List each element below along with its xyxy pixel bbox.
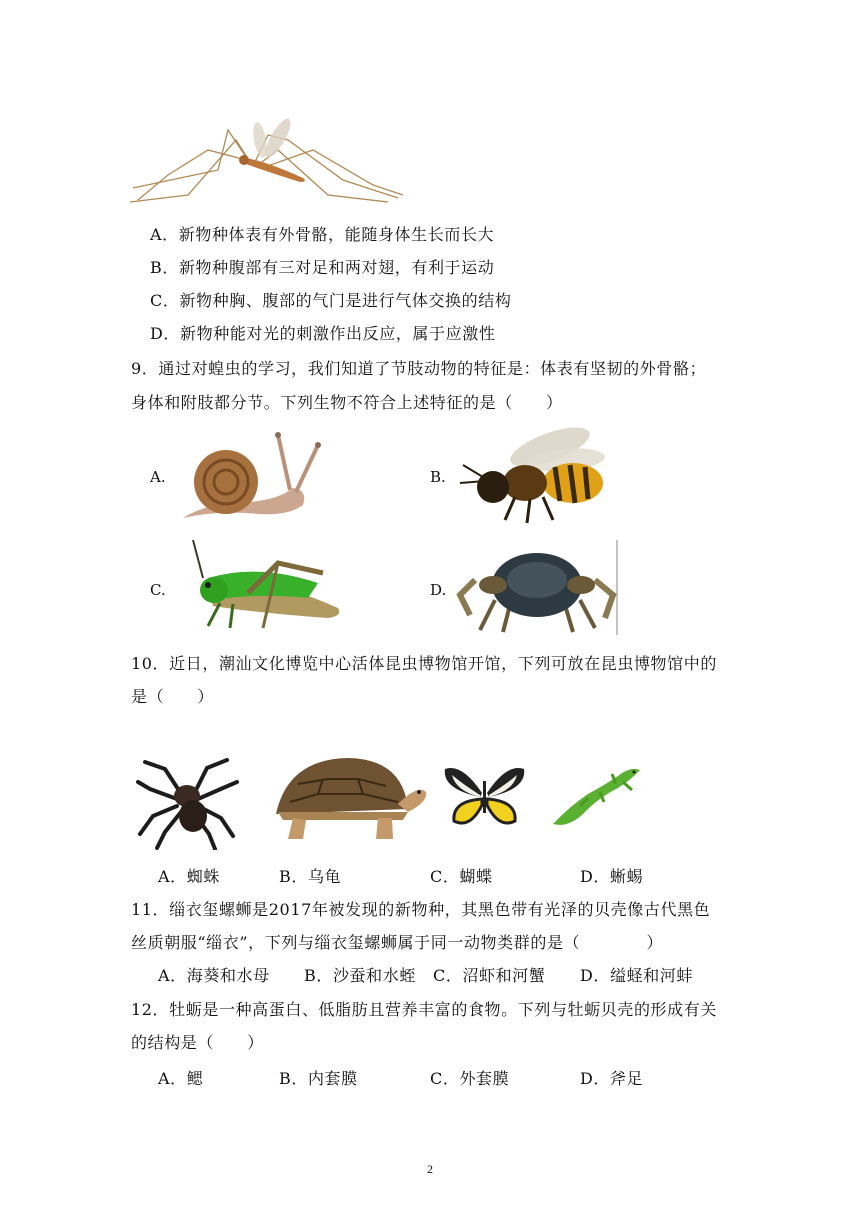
spider-icon xyxy=(135,754,240,850)
crab-icon xyxy=(455,540,620,635)
q9-label-c: C. xyxy=(150,581,166,599)
snail-icon xyxy=(178,430,323,525)
lizard-icon xyxy=(548,762,643,832)
page-number: 2 xyxy=(427,1162,433,1176)
q11-option-b: B．沙蚕和水蛭 xyxy=(304,966,416,985)
q10-stem-line2: 是（ ） xyxy=(131,687,215,706)
tortoise-icon xyxy=(268,754,428,844)
q9-stem-line2: 身体和附肢都分节。下列生物不符合上述特征的是（ ） xyxy=(131,393,563,412)
q8-option-c: C．新物种胸、腹部的气门是进行气体交换的结构 xyxy=(150,291,512,310)
grasshopper-icon xyxy=(178,538,348,633)
q12-option-a: A．鳃 xyxy=(158,1069,204,1088)
q9-label-a: A. xyxy=(150,468,166,486)
q10-option-b: B．乌龟 xyxy=(279,867,342,886)
q12-stem-line2: 的结构是（ ） xyxy=(131,1033,264,1052)
butterfly-icon xyxy=(442,763,527,831)
q9-stem-line1: 9．通过对蝗虫的学习，我们知道了节肢动物的特征是：体表有坚韧的外骨骼； xyxy=(131,359,707,378)
crane-fly-icon xyxy=(128,110,403,205)
q9-label-d: D. xyxy=(430,581,447,599)
q12-option-b: B．内套膜 xyxy=(279,1069,358,1088)
q11-option-d: D．缢蛏和河蚌 xyxy=(580,966,694,985)
q10-option-d: D．蜥蜴 xyxy=(580,867,644,886)
q8-option-b: B．新物种腹部有三对足和两对翅，有利于运动 xyxy=(150,258,495,277)
q9-label-b: B. xyxy=(430,468,446,486)
bee-icon xyxy=(455,425,615,525)
q11-option-c: C．沼虾和河蟹 xyxy=(433,966,546,985)
q10-option-a: A．蜘蛛 xyxy=(158,867,220,886)
q11-stem-line2: 丝质朝服“缁衣”，下列与缁衣玺螺蛳属于同一动物类群的是（ ） xyxy=(131,933,664,952)
q8-option-a: A．新物种体表有外骨骼，能随身体生长而长大 xyxy=(150,225,495,244)
q12-option-c: C．外套膜 xyxy=(430,1069,510,1088)
q10-option-c: C．蝴蝶 xyxy=(430,867,493,886)
q12-stem-line1: 12．牡蛎是一种高蛋白、低脂肪且营养丰富的食物。下列与牡蛎贝壳的形成有关 xyxy=(131,1000,717,1019)
q11-stem-line1: 11．缁衣玺螺蛳是2017年被发现的新物种，其黑色带有光泽的贝壳像古代黑色 xyxy=(131,900,711,919)
q8-option-d: D．新物种能对光的刺激作出反应，属于应激性 xyxy=(150,324,496,343)
q12-option-d: D．斧足 xyxy=(580,1069,644,1088)
q11-option-a: A．海葵和水母 xyxy=(158,966,270,985)
q10-stem-line1: 10．近日，潮汕文化博览中心活体昆虫博物馆开馆，下列可放在昆虫博物馆中的 xyxy=(131,654,717,673)
